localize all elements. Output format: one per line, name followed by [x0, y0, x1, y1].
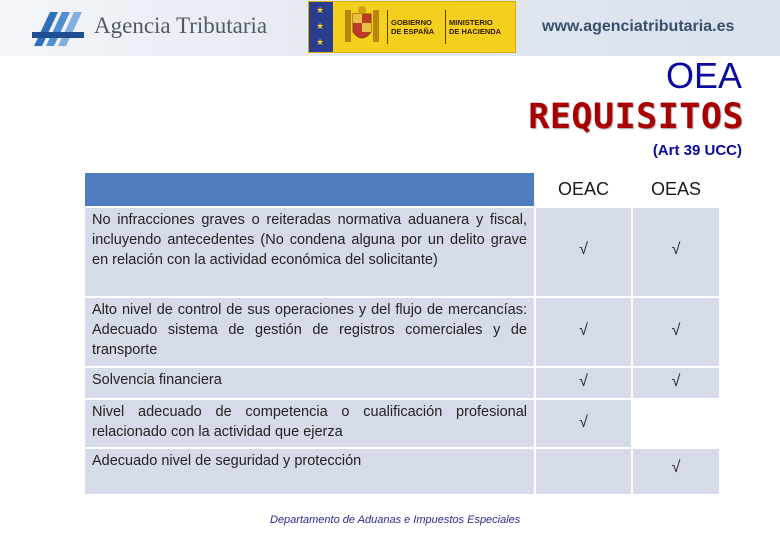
agency-logo-icon: [30, 6, 86, 52]
table-row: [85, 449, 719, 494]
row-description: Nivel adecuado de competencia o cualificación profesional relacionado con la actividad que ejerza: [85, 400, 534, 447]
page-subtitle: REQUISITOS: [528, 97, 744, 137]
gov-label-ministerio: MINISTERIO DE HACIENDA: [449, 18, 502, 36]
check-mark: √: [671, 459, 681, 476]
check-mark: √: [671, 241, 681, 258]
check-mark: √: [579, 241, 588, 258]
website-url: www.agenciatributaria.es: [542, 18, 735, 35]
footer-department: Departamento de Aduanas e Impuestos Especiales: [270, 514, 521, 526]
row-description: Solvencia financiera: [85, 368, 534, 398]
gov-label-gobierno: GOBIERNO DE ESPAÑA: [391, 18, 435, 36]
row-oeac-cell: [536, 400, 631, 447]
row-oeas-cell: [633, 449, 719, 494]
row-description: Alto nivel de control de sus operaciones y del flujo de mercancías: Adecuado sistema de gestión de registros comerciales y de transporte: [85, 298, 534, 366]
page-title: OEA: [665, 55, 742, 96]
row-description: No infracciones graves o reiteradas normativa aduanera y fiscal, incluyendo antecedentes (No condena alguna por un delito grave en relación con la actividad económica del solicitante): [85, 208, 534, 296]
table-row: [85, 298, 719, 366]
row-oeas-cell: [633, 298, 719, 366]
page-header: [0, 0, 780, 56]
check-mark: √: [671, 322, 681, 339]
header-cell-blank: [85, 173, 534, 206]
row-oeac-cell: [536, 449, 631, 494]
spain-crest-icon: [339, 4, 385, 50]
eu-flag-icon: ★ ★ ★: [309, 2, 333, 52]
row-oeac-cell: [536, 208, 631, 296]
row-oeas-cell: [633, 208, 719, 296]
agency-name: Agencia Tributaria: [94, 13, 268, 38]
check-mark: √: [579, 322, 588, 339]
header-cell-oeac: OEAC: [536, 173, 631, 206]
table-header-row: [85, 173, 719, 206]
table-row: [85, 208, 719, 296]
table-row: [85, 400, 719, 447]
check-mark: √: [579, 414, 588, 431]
row-description: Adecuado nivel de seguridad y protección: [85, 449, 534, 494]
row-oeac-cell: [536, 298, 631, 366]
check-mark: √: [671, 373, 681, 390]
row-oeas-cell: [633, 400, 719, 447]
row-oeas-cell: [633, 368, 719, 398]
separator: [445, 10, 446, 44]
government-logo: [308, 1, 516, 53]
table-row: [85, 368, 719, 398]
row-oeac-cell: [536, 368, 631, 398]
article-reference: (Art 39 UCC): [652, 142, 742, 159]
header-cell-oeas: OEAS: [633, 173, 719, 206]
check-mark: √: [579, 373, 588, 390]
separator: [387, 10, 388, 44]
